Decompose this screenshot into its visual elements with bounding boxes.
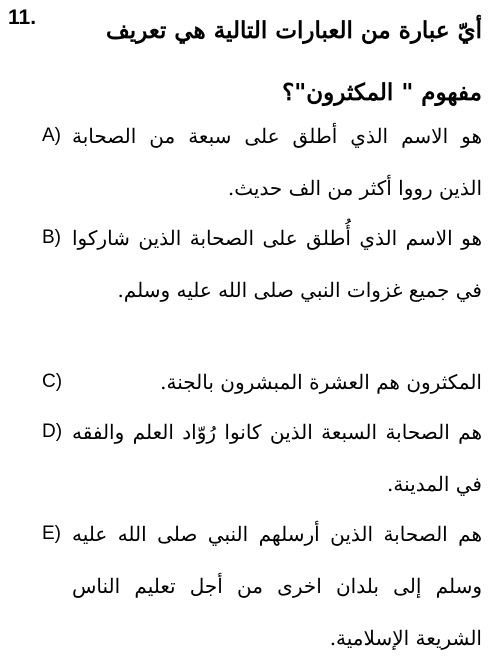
option-d-letter: D)	[42, 421, 63, 442]
option-d-text: هم الصحابة السبعة الذين كانوا رُوّاد العلم والفقه في المدينة.	[72, 420, 482, 496]
option-a[interactable]	[42, 110, 482, 214]
option-a-letter: A)	[42, 125, 61, 146]
option-c-letter: C)	[42, 371, 63, 392]
option-b-text: هو الاسم الذي أُطلق على الصحابة الذين شاركوا في جميع غزوات النبي صلى الله عليه وسلم.	[72, 226, 482, 302]
option-a-text: هو الاسم الذي أطلق على سبعة من الصحابة الذين رووا أكثر من الف حديث.	[72, 124, 482, 200]
option-d[interactable]	[42, 406, 482, 510]
option-b[interactable]	[42, 212, 482, 316]
question-number: 11.	[8, 6, 37, 29]
question-text: أيّ عبارة من العبارات التالية هي تعريف مفهوم " المكثرون"؟	[105, 17, 482, 106]
option-c-text: المكثرون هم العشرة المبشرون بالجنة.	[160, 370, 482, 394]
option-b-letter: B)	[42, 227, 61, 248]
option-e-text: هم الصحابة الذين أرسلهم النبي صلى الله عليه وسلم إلى بلدان اخرى من أجل تعليم الناس الشريعة الإسلامية.	[72, 522, 482, 650]
option-e[interactable]	[42, 508, 482, 664]
option-e-letter: E)	[42, 523, 61, 544]
option-c[interactable]	[42, 356, 482, 408]
